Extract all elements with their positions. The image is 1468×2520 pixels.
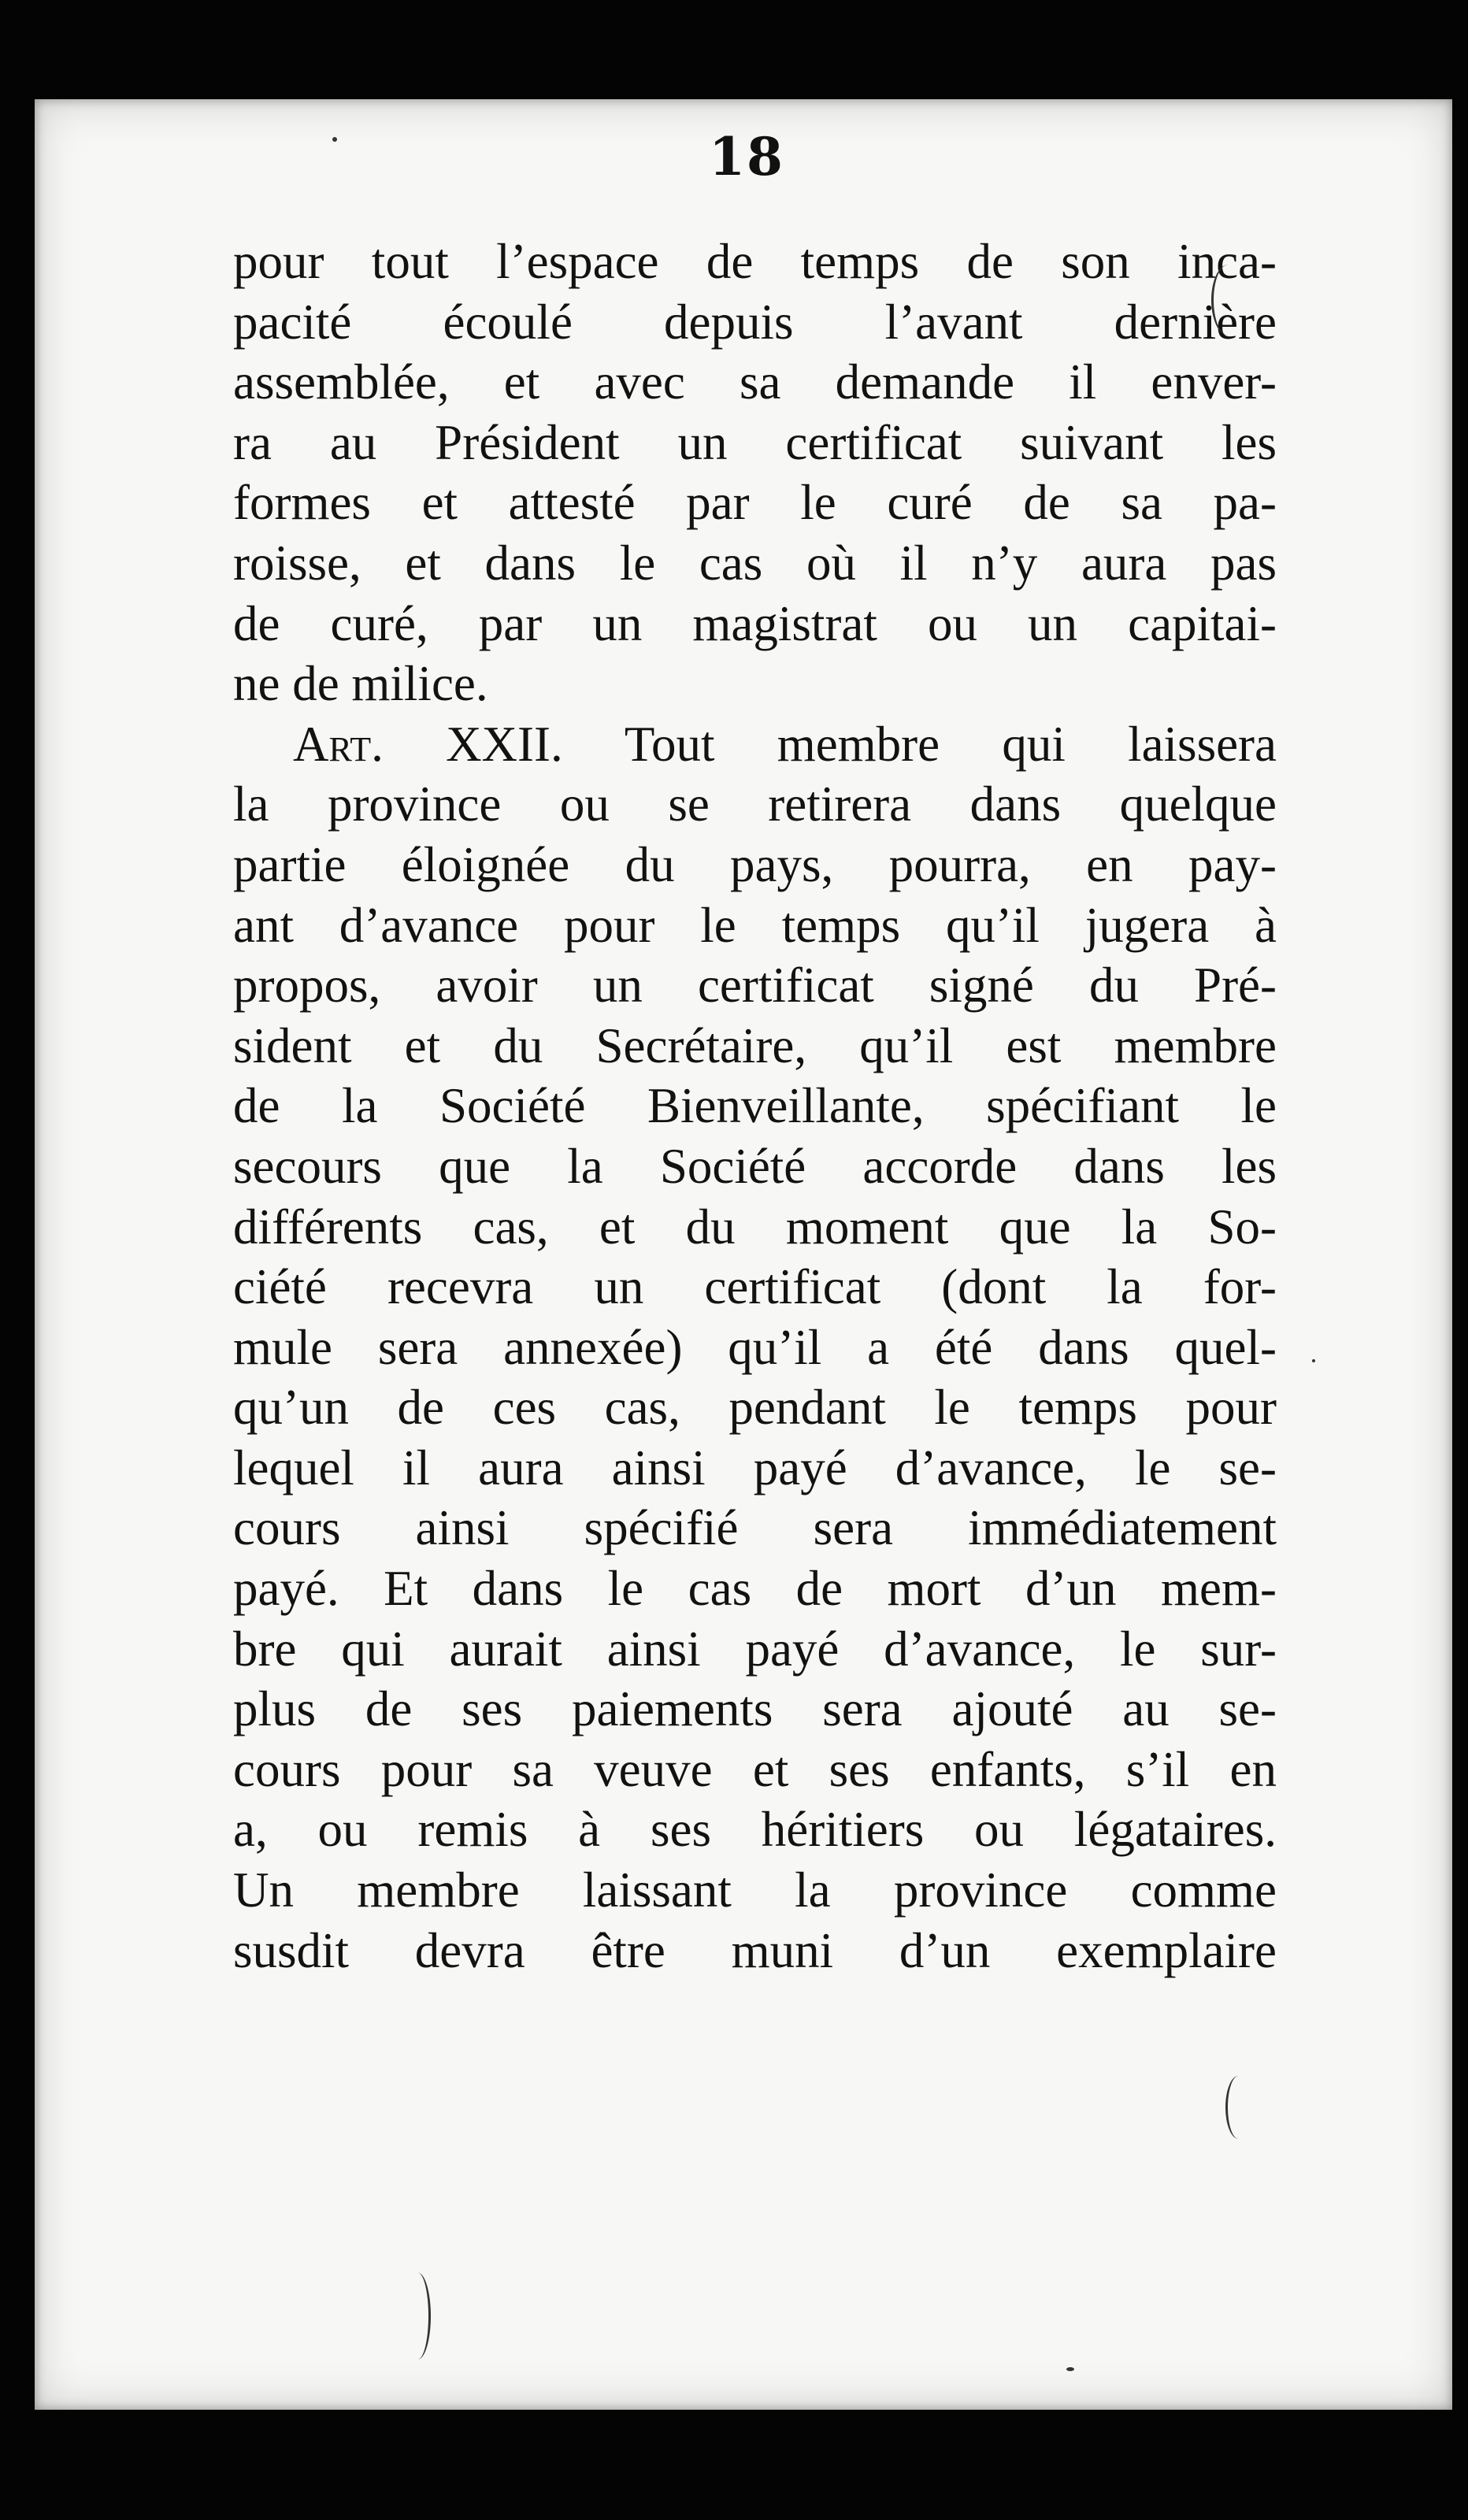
text-line: mule sera annexée) qu’il a été dans quel-: [233, 1319, 1277, 1375]
text-line: différents cas, et du moment que la So-: [233, 1199, 1277, 1254]
text-line: cours ainsi spécifié sera immédiatement: [233, 1500, 1277, 1556]
text-line: de curé, par un magistrat ou un capitai-: [233, 595, 1277, 651]
text-line: ant d’avance pour le temps qu’il jugera à: [233, 897, 1277, 953]
text-line: roisse, et dans le cas où il n’y aura pas: [233, 535, 1277, 591]
text-line: bre qui aurait ainsi payé d’avance, le sur-: [233, 1621, 1277, 1677]
text-line: plus de ses paiements sera ajouté au se-: [233, 1681, 1277, 1737]
text-line: assemblée, et avec sa demande il enver-: [233, 354, 1277, 410]
book-page: [35, 99, 1452, 2410]
pencil-mark: [405, 2273, 431, 2359]
pencil-mark: [1225, 2076, 1251, 2139]
dust-speck: [1066, 2367, 1074, 2371]
text-line: pacité écoulé depuis l’avant dernière: [233, 294, 1277, 350]
text-line: Un membre laissant la province comme: [233, 1862, 1277, 1918]
text-line: qu’un de ces cas, pendant le temps pour: [233, 1380, 1277, 1436]
text-line: partie éloignée du pays, pourra, en pay-: [233, 836, 1277, 892]
page-number: 18: [709, 126, 784, 187]
text-line: formes et attesté par le curé de sa pa-: [233, 475, 1277, 531]
text-line: la province ou se retirera dans quelque: [233, 776, 1277, 832]
body-text: [233, 232, 1277, 1981]
dust-speck: [332, 137, 337, 142]
text-line: cours pour sa veuve et ses enfants, s’il en: [233, 1741, 1277, 1797]
article-first-line: [233, 714, 1277, 775]
dust-speck: [1312, 1359, 1315, 1362]
text-line: ne de milice.: [233, 656, 488, 712]
pencil-mark: [1211, 265, 1245, 335]
article-label: Art. XXII.: [293, 716, 563, 772]
text-line: sident et du Secrétaire, qu’il est membre: [233, 1017, 1277, 1073]
text-line: ra au Président un certificat suivant les: [233, 414, 1277, 470]
text-line: propos, avoir un certificat signé du Pré-: [233, 958, 1277, 1014]
text-line: ciété recevra un certificat (dont la for-: [233, 1259, 1277, 1315]
text-line: a, ou remis à ses héritiers ou légataires.: [233, 1802, 1277, 1858]
text-line: secours que la Société accorde dans les: [233, 1138, 1277, 1194]
text-line: lequel il aura ainsi payé d’avance, le se-: [233, 1440, 1277, 1495]
text-line: de la Société Bienveillante, spécifiant le: [233, 1078, 1277, 1134]
article-first-line-text: Tout membre qui laissera: [624, 716, 1277, 772]
text-line: pour tout l’espace de temps de son inca-: [233, 234, 1277, 289]
text-line: payé. Et dans le cas de mort d’un mem-: [233, 1561, 1277, 1617]
text-line: susdit devra être muni d’un exemplaire: [233, 1922, 1277, 1978]
